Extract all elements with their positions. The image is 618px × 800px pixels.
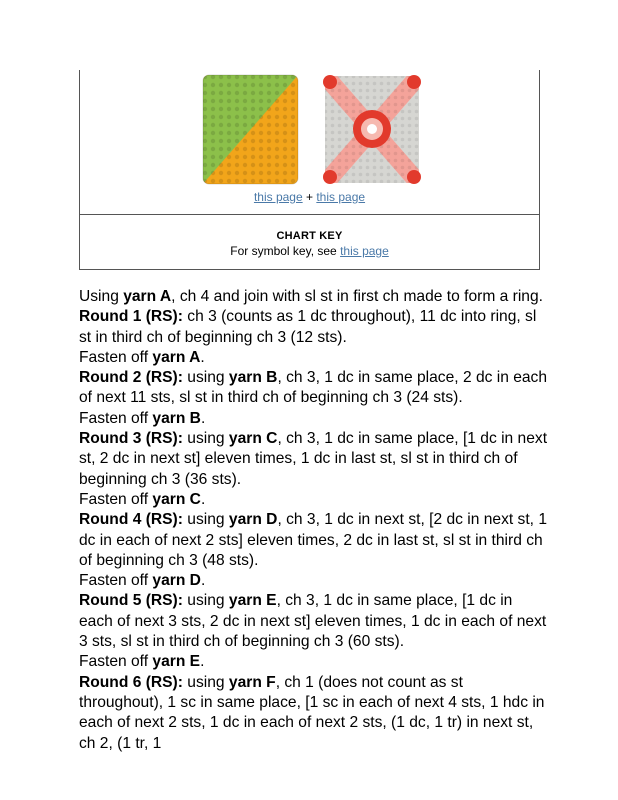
chart-key-subtitle xyxy=(80,244,539,258)
page-link-2[interactable]: this page xyxy=(316,190,366,204)
fasten-off-4: Fasten off yarn D. xyxy=(79,572,206,590)
intro-paragraph: Using yarn A, ch 4 and join with sl st in first ch made to form a ring. xyxy=(79,288,543,305)
fasten-off-1: Fasten off yarn A. xyxy=(79,348,205,366)
instructions xyxy=(79,287,549,754)
figure-page-links xyxy=(80,190,539,204)
round-3: Round 3 (RS): using yarn C, ch 3, 1 dc in same place, [1 dc in next st, 2 dc in next st] eleven times, 1 dc in last st, sl st in third ch of beginning ch 3 (36 sts). xyxy=(79,430,548,488)
round-2: Round 2 (RS): using yarn B, ch 3, 1 dc in same place, 2 dc in each of next 11 sts, sl st in third ch of beginning ch 3 (24 sts). xyxy=(79,369,548,407)
round-1: Round 1 (RS): ch 3 (counts as 1 dc throughout), 11 dc into ring, sl st in third ch of beginning ch 3 (12 sts). xyxy=(79,308,537,346)
granny-square-diagonal-image xyxy=(201,73,300,186)
granny-square-flower-image xyxy=(322,73,422,186)
round-6: Round 6 (RS): using yarn F, ch 1 (does not count as st throughout), 1 sc in same place, [1 sc in each of next 4 sts, 1 hdc in each of next 2 sts, 1 dc in each of next 2 sts, (1 dc, 1 tr) in next st, ch 2, (1 tr, 1 xyxy=(79,673,545,752)
page-link-1[interactable]: this page xyxy=(253,190,303,204)
chart-key-subtitle-text: For symbol key, see xyxy=(230,244,337,258)
figure-box xyxy=(79,70,540,270)
chart-key-title: CHART KEY xyxy=(276,230,343,242)
fasten-off-2: Fasten off yarn B. xyxy=(79,409,206,427)
round-5: Round 5 (RS): using yarn E, ch 3, 1 dc in same place, [1 dc in each of next 3 sts, 2 dc in next st] eleven times, 1 dc in each of next 3 sts, sl st in third ch of beginning ch 3 (60 sts). xyxy=(79,592,547,651)
symbol-key-link[interactable]: this page xyxy=(340,244,389,258)
round-4: Round 4 (RS): using yarn D, ch 3, 1 dc in next st, [2 dc in next st, 1 dc in each of next 2 sts] eleven times, 2 dc in last st, sl st in third ch of beginning ch 3 (48 sts). xyxy=(79,511,548,569)
box-divider xyxy=(80,214,539,215)
link-plus: + xyxy=(305,190,313,204)
fasten-off-5: Fasten off yarn E. xyxy=(79,653,205,671)
fasten-off-3: Fasten off yarn C. xyxy=(79,490,206,508)
